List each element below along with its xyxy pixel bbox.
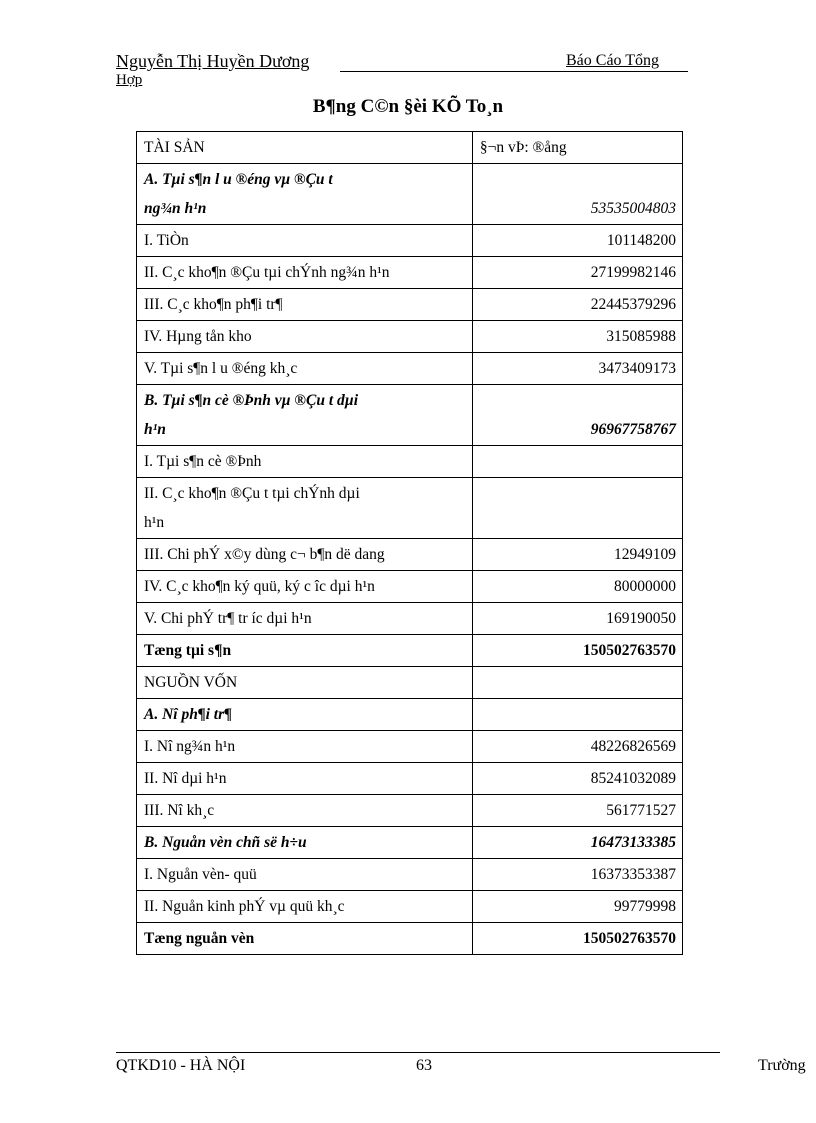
table-row (137, 763, 683, 795)
row-value: 99779998 (472, 891, 682, 923)
row-value: 101148200 (472, 225, 682, 257)
row-value: 315085988 (472, 321, 682, 353)
table-header-row (137, 132, 683, 164)
table-row (137, 667, 683, 699)
table-row (137, 478, 683, 539)
report-title: Báo Cáo Tổng (566, 52, 660, 69)
table-row (137, 891, 683, 923)
document-title: B¶ng C©n §èi KÕ To¸n (312, 96, 504, 117)
row-label: III. C¸c kho¶n ph¶i tr¶ (137, 289, 473, 321)
row-value: 12949109 (472, 539, 682, 571)
row-value: 53535004803 (472, 164, 682, 225)
table-row (137, 603, 683, 635)
row-value: 16373353387 (472, 859, 682, 891)
row-label: II. C¸c kho¶n ®Çu tµi chÝnh ng¾n h¹n (137, 257, 473, 289)
row-value: 561771527 (472, 795, 682, 827)
table-row (137, 164, 683, 225)
col-header-unit: §¬n vÞ: ®ång (472, 132, 682, 164)
balance-sheet-table (136, 131, 683, 955)
table-row (137, 289, 683, 321)
row-label: A. Tµi s¶n l u ®éng vµ ®Çu t ng¾n h¹n (137, 164, 473, 225)
row-label: V. Tµi s¶n l u ®éng kh¸c (137, 353, 473, 385)
author-name-cont: Hợp (116, 72, 143, 88)
row-label: B. Tµi s¶n cè ®Þnh vµ ®Çu t dµi h¹n (137, 385, 473, 446)
table-row (137, 795, 683, 827)
row-value (472, 667, 682, 699)
row-label: I. Nguån vèn- quü (137, 859, 473, 891)
table-row (137, 731, 683, 763)
row-label: IV. C¸c kho¶n ký quü, ký c îc dµi h¹n (137, 571, 473, 603)
total-capital-row (137, 923, 683, 955)
row-value (472, 446, 682, 478)
header-divider (340, 71, 688, 72)
col-header-assets: TÀI SẢN (137, 132, 473, 164)
row-value: 150502763570 (472, 923, 682, 955)
row-label: II. Nguån kinh phÝ vµ quü kh¸c (137, 891, 473, 923)
row-value: 80000000 (472, 571, 682, 603)
header-author (116, 50, 309, 88)
page-number: 63 (416, 1057, 432, 1074)
table-row (137, 539, 683, 571)
total-assets-row (137, 635, 683, 667)
table-row (137, 225, 683, 257)
row-value: 3473409173 (472, 353, 682, 385)
footer-divider (116, 1052, 720, 1053)
row-label: I. Nî ng¾n h¹n (137, 731, 473, 763)
row-value: 48226826569 (472, 731, 682, 763)
row-label: I. TiÒn (137, 225, 473, 257)
row-value: 27199982146 (472, 257, 682, 289)
table-row (137, 571, 683, 603)
table-row (137, 827, 683, 859)
row-value: 96967758767 (472, 385, 682, 446)
row-label: II. C¸c kho¶n ®Çu t tµi chÝnh dµi h¹n (137, 478, 473, 539)
table-row (137, 859, 683, 891)
table-row (137, 257, 683, 289)
row-value (472, 478, 682, 539)
row-value: 16473133385 (472, 827, 682, 859)
row-value: 22445379296 (472, 289, 682, 321)
row-label: B. Nguån vèn chñ së h÷u (137, 827, 473, 859)
table-row (137, 446, 683, 478)
row-value: 169190050 (472, 603, 682, 635)
row-label: Tæng tµi s¶n (137, 635, 473, 667)
row-value: 85241032089 (472, 763, 682, 795)
row-label: Tæng nguån vèn (137, 923, 473, 955)
row-label: III. Nî kh¸c (137, 795, 473, 827)
author-name: Nguyễn Thị Huyền Dương (116, 51, 310, 71)
row-label: III. Chi phÝ x©y dùng c¬ b¶n dë dang (137, 539, 473, 571)
row-label: NGUỒN VỐN (137, 667, 473, 699)
row-label: I. Tµi s¶n cè ®Þnh (137, 446, 473, 478)
table-row (137, 385, 683, 446)
footer-school: Trường (758, 1057, 806, 1074)
row-label: V. Chi phÝ tr¶ tr íc dµi h¹n (137, 603, 473, 635)
table-row (137, 699, 683, 731)
row-label: II. Nî dµi h¹n (137, 763, 473, 795)
table-row (137, 353, 683, 385)
row-label: IV. Hµng tån kho (137, 321, 473, 353)
row-value (472, 699, 682, 731)
row-value: 150502763570 (472, 635, 682, 667)
footer-class: QTKD10 - HÀ NỘI (116, 1057, 246, 1074)
table-row (137, 321, 683, 353)
row-label: A. Nî ph¶i tr¶ (137, 699, 473, 731)
